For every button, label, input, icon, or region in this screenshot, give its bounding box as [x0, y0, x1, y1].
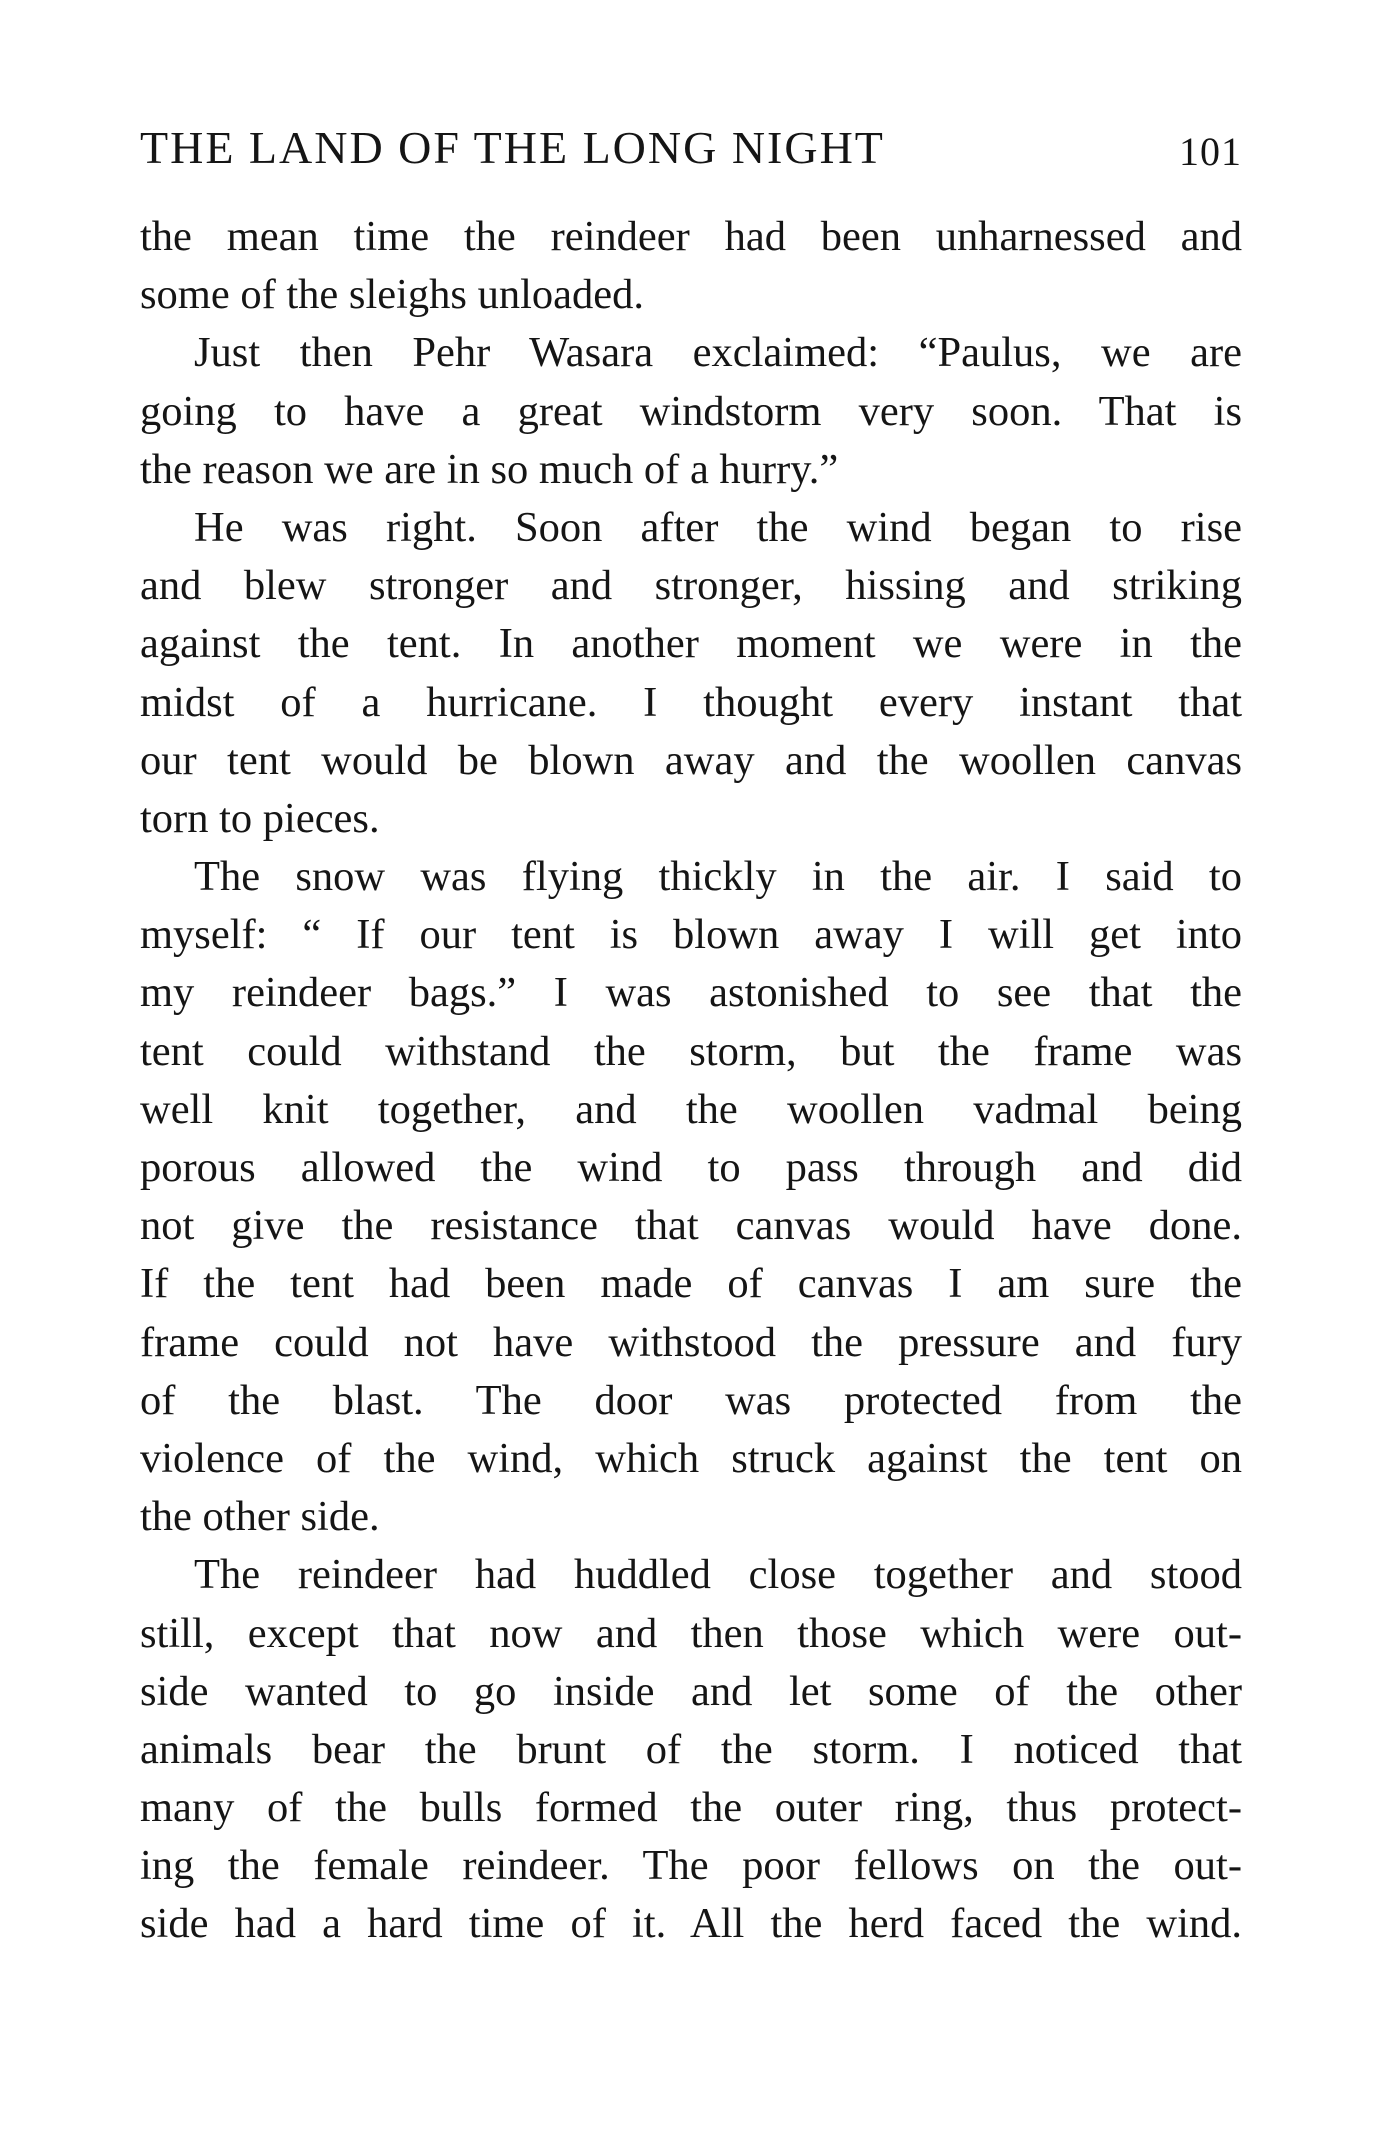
text-line: not give the resistance that canvas would have done.: [140, 1202, 1242, 1250]
text-line: animals bear the brunt of the storm. I noticed that: [140, 1725, 1242, 1773]
text-line: frame could not have withstood the pressure and fury: [140, 1318, 1242, 1366]
text-line: many of the bulls formed the outer ring, thus protect-: [140, 1784, 1242, 1832]
running-title: THE LAND OF THE LONG NIGHT: [140, 122, 885, 173]
text-line: going to have a great windstorm very soon. That is: [140, 387, 1242, 435]
text-line: side had a hard time of it. All the herd faced the wind.: [140, 1900, 1242, 1948]
text-line: He was right. Soon after the wind began to rise: [194, 503, 1242, 551]
text-line: of the blast. The door was protected from the: [140, 1376, 1242, 1424]
text-line: my reindeer bags.” I was astonished to see that the: [140, 969, 1242, 1017]
text-line: The reindeer had huddled close together and stood: [194, 1551, 1242, 1599]
text-line: Just then Pehr Wasara exclaimed: “Paulus, we are: [194, 329, 1242, 377]
text-line: some of the sleighs unloaded.: [140, 271, 645, 319]
text-line: the reason we are in so much of a hurry.”: [140, 445, 839, 493]
text-line: the other side.: [140, 1493, 380, 1541]
text-line: and blew stronger and stronger, hissing and striking: [140, 562, 1242, 610]
text-line: myself: “ If our tent is blown away I will get into: [140, 911, 1242, 959]
text-line: still, except that now and then those which were out-: [140, 1609, 1242, 1657]
text-line: well knit together, and the woollen vadmal being: [140, 1085, 1242, 1133]
text-line: torn to pieces.: [140, 794, 380, 842]
text-line: violence of the wind, which struck against the tent on: [140, 1434, 1242, 1482]
text-line: against the tent. In another moment we were in the: [140, 620, 1242, 668]
text-line: tent could withstand the storm, but the frame was: [140, 1027, 1242, 1075]
text-line: The snow was flying thickly in the air. I said to: [194, 853, 1242, 901]
text-line: ing the female reindeer. The poor fellows on the out-: [140, 1842, 1242, 1890]
text-line: midst of a hurricane. I thought every instant that: [140, 678, 1242, 726]
running-head: [140, 118, 1242, 178]
page-number: 101: [1179, 129, 1242, 174]
body-text: [140, 208, 1242, 1954]
text-line: our tent would be blown away and the woollen canvas: [140, 736, 1242, 784]
text-line: If the tent had been made of canvas I am sure the: [140, 1260, 1242, 1308]
text-line: the mean time the reindeer had been unharnessed and: [140, 213, 1242, 260]
text-line: porous allowed the wind to pass through and did: [140, 1144, 1242, 1191]
text-line: side wanted to go inside and let some of the other: [140, 1667, 1242, 1715]
